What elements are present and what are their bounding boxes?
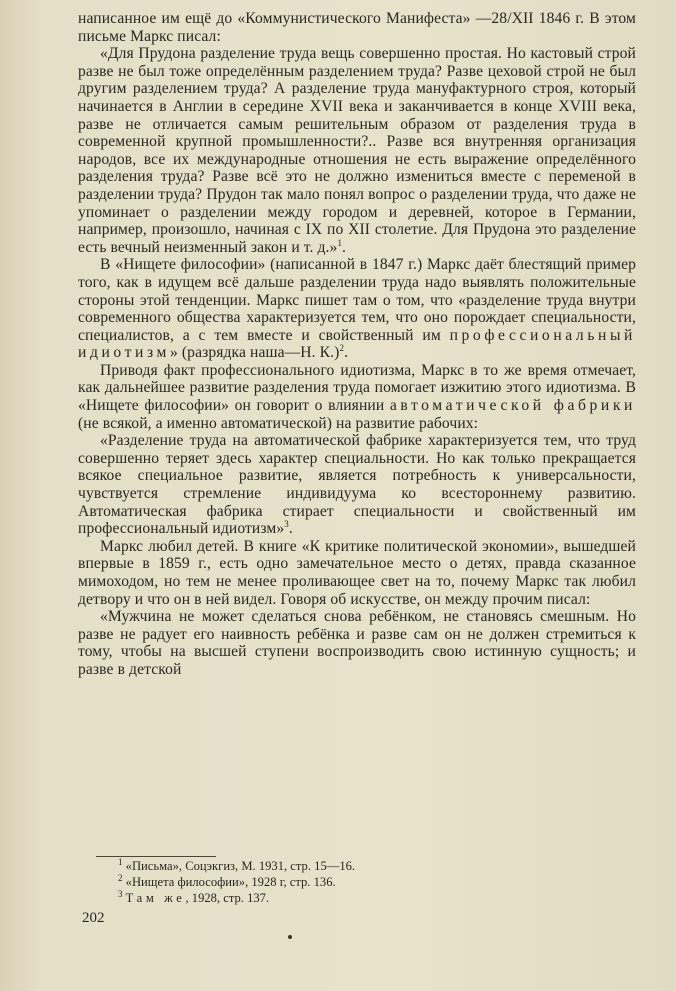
footnote-ref-2[interactable]: 2 bbox=[339, 343, 345, 354]
main-text bbox=[78, 10, 636, 679]
paragraph-idiotism: Приводя факт профессионального идиотизма, Маркс в то же время отмечает, как дальнейшее развитие разделения труда помогает изжитию этого идиотизма. В «Нищете философии» он говорит о влиянии автоматической фабрики (не всякой, а именно автоматической) на развитие рабочих: bbox=[78, 361, 636, 432]
spaced-emphasis: автоматической фабрики bbox=[389, 397, 636, 415]
ink-speck bbox=[288, 935, 292, 939]
footnote-3: $^3$ Там же, 1928, стр. 137. bbox=[118, 888, 270, 905]
quote-child: «Мужчина не может сделаться снова ребёнком, не становясь смешным. Но разве не радует его наивность ребёнка и разве сам он не должен стремиться к тому, чтобы на высшей ступени воспроизводить свою истинную сущность; и разве в детской bbox=[78, 608, 636, 678]
spaced-emphasis: профессиональный идиотизм bbox=[78, 326, 636, 362]
footnote-2: $^2$ «Нищета философии», 1928 г, стр. 136. bbox=[118, 872, 336, 889]
paragraph-continuation: написанное им ещё до «Коммунистического Манифеста» —28/XII 1846 г. В этом письме Маркс писал: bbox=[78, 10, 636, 45]
footnotes bbox=[118, 856, 538, 906]
quote-automatic-factory: «Разделение труда на автоматической фабрике характеризуется тем, что труд совершенно теряет здесь характер специальности. Но как только прекращается всякое специальное развитие, является потребность к универсальности, чувствуется стремление индивидуума ко всестороннему развитию. Автоматическая фабрика стирает специальности и свойственный им профессиональный идиотизм»$^3$. bbox=[78, 432, 636, 538]
paragraph-poverty-of-philosophy: В «Нищете философии» (написанной в 1847 г.) Маркс даёт блестящий пример того, как в идущем всё дальше разделении труда надо выявлять положительные стороны этой тенденции. Маркс пишет там о том, что «разделение труда внутри современного общества характеризуется тем, что оно порождает специальности, специалистов, а с тем вместе и свойственный им профессиональный идиотизм» (разрядка наша—Н. К.)$^2$. bbox=[78, 256, 636, 362]
footnote-1: $^1$ «Письма», Соцэкгиз, М. 1931, стр. 15—16. bbox=[118, 856, 356, 873]
footnote-divider bbox=[96, 856, 216, 857]
page-number: 202 bbox=[82, 910, 105, 926]
paragraph-children: Маркс любил детей. В книге «К критике политической экономии», вышедшей впервые в 1859 г., есть одно замечательное место о детях, правда сказанное мимоходом, но тем не менее проливающее свет на то, почему Маркс так любил детвору и что он в ней видел. Говоря об искусстве, он между прочим писал: bbox=[78, 537, 636, 608]
quote-proudhon: «Для Прудона разделение труда вещь совершенно простая. Но кастовый строй разве не был тоже определённым разделением труда? Разве цеховой строй не был другим разделением труда? А разделение труда мануфактурного строя, который начинается в Англии в середине XVII века и заканчивается в конце XVIII века, разве не отличается самым решительным образом от разделения труда в современной крупной промышленности?.. Разве вся внутренняя организация народов, все их международные отношения не есть выражение определённого разделения труда? Разве всё это не должно измениться вместе с переменой в разделении труда? Прудон так мало понял вопрос о разделении труда, что даже не упоминает о разделении между городом и деревней, которое в Германии, например, произошло, начиная с IX по XII столетие. Для Прудона это разделение есть вечный неизменный закон и т. д.»$^1$. bbox=[78, 45, 636, 256]
footnote-ref-1[interactable]: 1 bbox=[337, 237, 343, 248]
footnote-ref-3[interactable]: 3 bbox=[284, 519, 289, 530]
